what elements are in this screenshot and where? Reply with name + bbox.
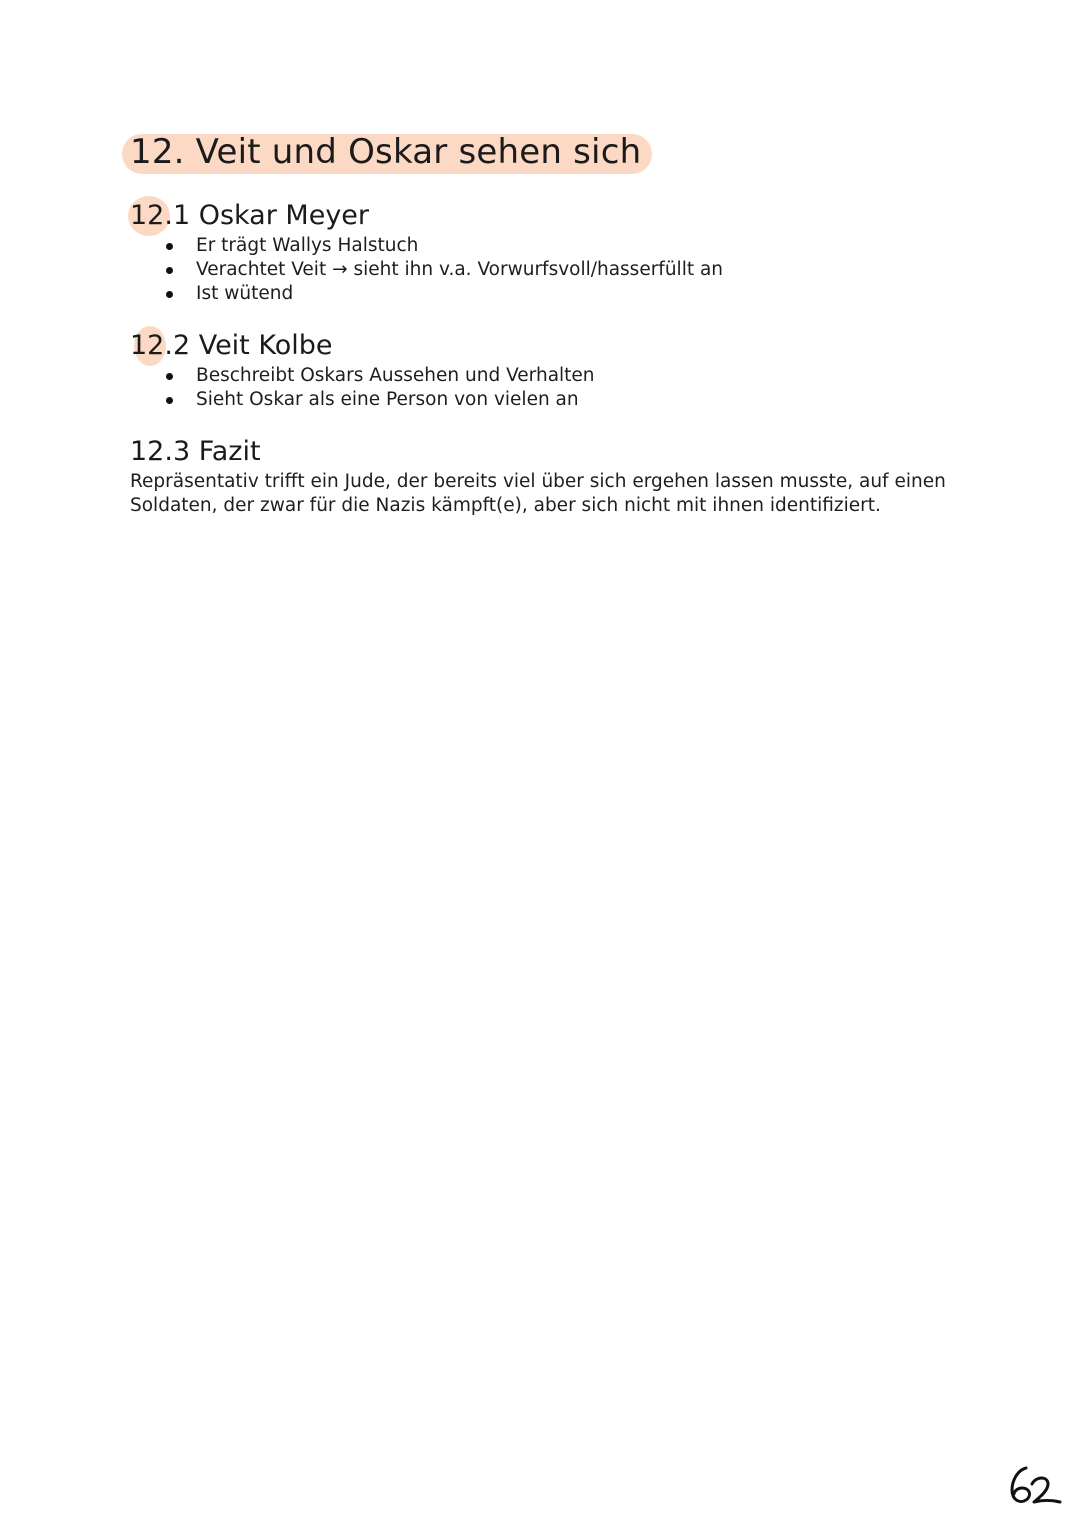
list-item-text: Ist wütend [196,283,294,304]
list-item [130,234,960,258]
bullet-icon [166,267,173,274]
list-item [130,388,960,412]
section-veit-kolbe [130,328,960,412]
handwritten-page-number [1006,1460,1066,1510]
page-title: 12. Veit und Oskar sehen sich [130,132,642,172]
bullet-icon [166,373,173,380]
bullet-icon [166,291,173,298]
list-item-text: Sieht Oskar als eine Person von vielen an [196,389,579,410]
bullet-list [130,364,960,412]
list-item-text: Verachtet Veit → sieht ihn v.a. Vorwurfsvoll/hasserfüllt an [196,259,724,280]
document-content [130,128,960,518]
section-heading: 12.1 Oskar Meyer [130,200,370,231]
section-heading: 12.3 Fazit [130,436,261,467]
list-item [130,364,960,388]
bullet-list [130,234,960,306]
list-item-text: Beschreibt Oskars Aussehen und Verhalten [196,365,595,386]
title-block [130,128,641,176]
section-heading: 12.2 Veit Kolbe [130,330,333,361]
list-item [130,282,960,306]
section-fazit [130,434,960,518]
list-item-text: Er trägt Wallys Halstuch [196,235,419,256]
list-item [130,258,960,282]
section-oskar-meyer [130,198,960,306]
bullet-icon [166,397,173,404]
bullet-icon [166,243,173,250]
fazit-paragraph: Repräsentativ trifft ein Jude, der bereits viel über sich ergehen lassen musste, auf einen Soldaten, der zwar für die Nazis kämpft(e), aber sich nicht mit ihnen identifiziert. [130,471,946,516]
